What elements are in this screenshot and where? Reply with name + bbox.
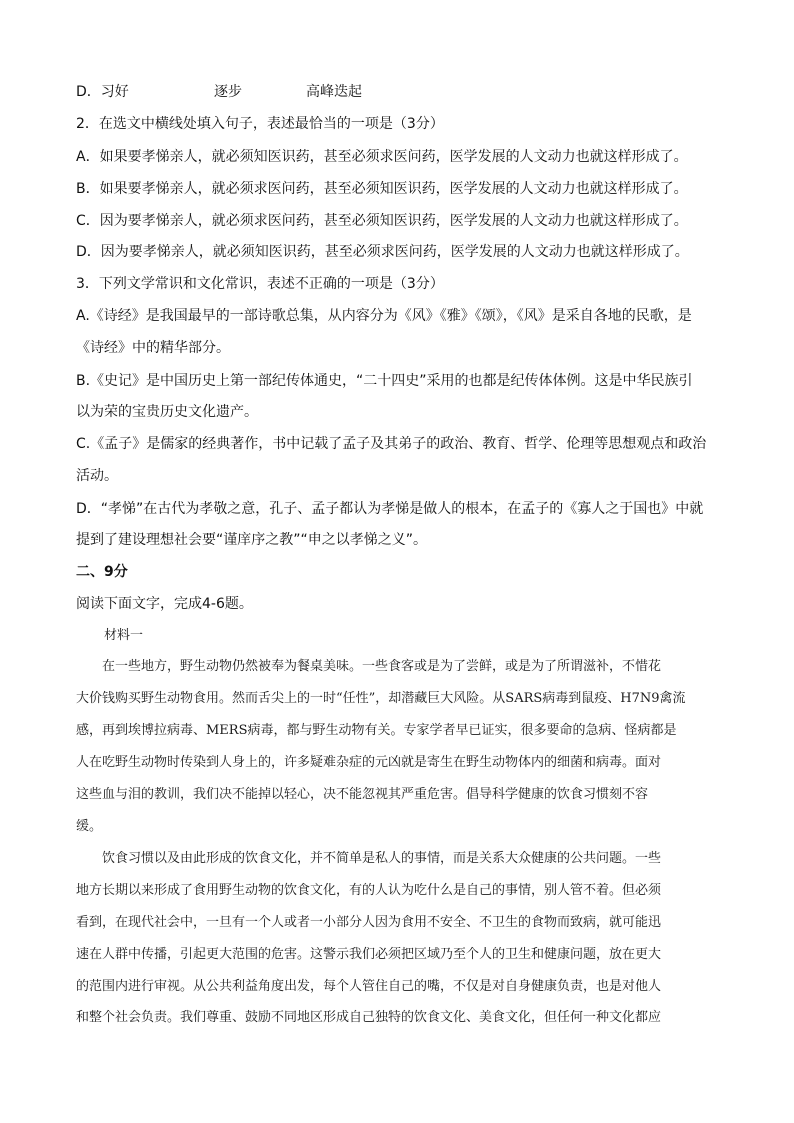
question-3-option-b-line-2: 以为荣的宝贵历史文化遗产。 bbox=[76, 404, 258, 420]
question-2-option-c: C．因为要孝悌亲人，就必须求医问药，甚至必须知医识药，医学发展的人文动力也就这样形成了。 bbox=[76, 213, 688, 229]
question-2-stem: 2．在选文中横线处填入句子，表述最恰当的一项是（3分） bbox=[76, 116, 444, 132]
material-1-p2-line-5: 的范围内进行审视。从公共利益角度出发，每个人管住自己的嘴，不仅是对自身健康负责，也是对他人 bbox=[76, 979, 662, 994]
option-d-label: D．习好 bbox=[76, 84, 129, 100]
material-1-p2-line-3: 看到，在现代社会中，一旦有一个人或者一小部分人因为食用不安全、不卫生的食物而致病，就可能迅 bbox=[76, 915, 662, 930]
question-2-option-d: D．因为要孝悌亲人，就必须知医识药，甚至必须求医问药，医学发展的人文动力也就这样形成了。 bbox=[76, 244, 689, 260]
question-3-option-d-line-2: 提到了建设理想社会要“谨庠序之教”“申之以孝悌之义”。 bbox=[76, 532, 428, 548]
option-d-word-2: 逐步 bbox=[214, 84, 242, 100]
material-1-p1-line-1: 在一些地方，野生动物仍然被奉为餐桌美味。一些食客或是为了尝鲜，或是为了所谓滋补，不惜花 bbox=[102, 659, 662, 674]
option-d-word-3: 高峰迭起 bbox=[306, 84, 362, 100]
section-2-heading: 二、9分 bbox=[76, 564, 128, 580]
material-1-p2-line-6: 和整个社会负责。我们尊重、鼓励不同地区形成自己独特的饮食文化、美食文化，但任何一种文化都应 bbox=[76, 1010, 662, 1025]
material-1-p2-line-1: 饮食习惯以及由此形成的饮食文化，并不简单是私人的事情，而是关系大众健康的公共问题。一些 bbox=[102, 851, 662, 866]
question-1-option-d bbox=[76, 82, 362, 102]
material-1-p1-line-2: 大价钱购买野生动物食用。然而舌尖上的一时“任性”，却潜藏巨大风险。从SARS病毒到鼠疫、H7N9禽流 bbox=[76, 691, 686, 706]
question-3-option-c-line-2: 活动。 bbox=[76, 468, 118, 484]
question-3-option-a-line-2: 《诗经》中的精华部分。 bbox=[76, 340, 230, 356]
question-3-option-b-line-1: B.《史记》是中国历史上第一部纪传体通史，“二十四史”采用的也都是纪传体体例。这是中华民族引 bbox=[76, 373, 693, 389]
section-2-instruction: 阅读下面文字，完成4-6题。 bbox=[76, 596, 253, 612]
material-1-p1-line-5: 这些血与泪的教训，我们决不能掉以轻心，决不能忽视其严重危害。倡导科学健康的饮食习惯刻不容 bbox=[76, 787, 649, 802]
question-3-option-c-line-1: C.《孟子》是儒家的经典著作，书中记载了孟子及其弟子的政治、教育、哲学、伦理等思想观点和政治 bbox=[76, 436, 707, 452]
material-1-p2-line-2: 地方长期以来形成了食用野生动物的饮食文化，有的人认为吃什么是自己的事情，别人管不着。但必须 bbox=[76, 883, 662, 898]
question-3-option-d-line-1: D．“孝悌”在古代为孝敬之意，孔子、孟子都认为孝悌是做人的根本，在孟子的《寡人之于国也》中就 bbox=[76, 501, 704, 517]
material-1-p1-line-6: 缓。 bbox=[76, 819, 103, 834]
question-3-stem: 3．下列文学常识和文化常识，表述不正确的一项是（3分） bbox=[76, 276, 444, 292]
question-3-option-a-line-1: A.《诗经》是我国最早的一部诗歌总集，从内容分为《风》《雅》《颂》，《风》是采自各地的民歌，是 bbox=[76, 308, 692, 324]
question-2-option-b: B．如果要孝悌亲人，就必须求医问药，甚至必须知医识药，医学发展的人文动力也就这样形成了。 bbox=[76, 181, 688, 197]
material-1-p1-line-4: 人在吃野生动物时传染到人身上的，许多疑难杂症的元凶就是寄生在野生动物体内的细菌和病毒。面对 bbox=[76, 755, 662, 770]
question-2-option-a: A．如果要孝悌亲人，就必须知医识药，甚至必须求医问药，医学发展的人文动力也就这样形成了。 bbox=[76, 149, 688, 165]
material-1-p2-line-4: 速在人群中传播，引起更大范围的危害。这警示我们必须把区域乃至个人的卫生和健康问题，放在更大 bbox=[76, 947, 662, 962]
material-1-p1-line-3: 感，再到埃博拉病毒、MERS病毒，都与野生动物有关。专家学者早已证实，很多要命的急病、怪病都是 bbox=[76, 723, 677, 738]
material-1-title: 材料一 bbox=[104, 628, 144, 643]
